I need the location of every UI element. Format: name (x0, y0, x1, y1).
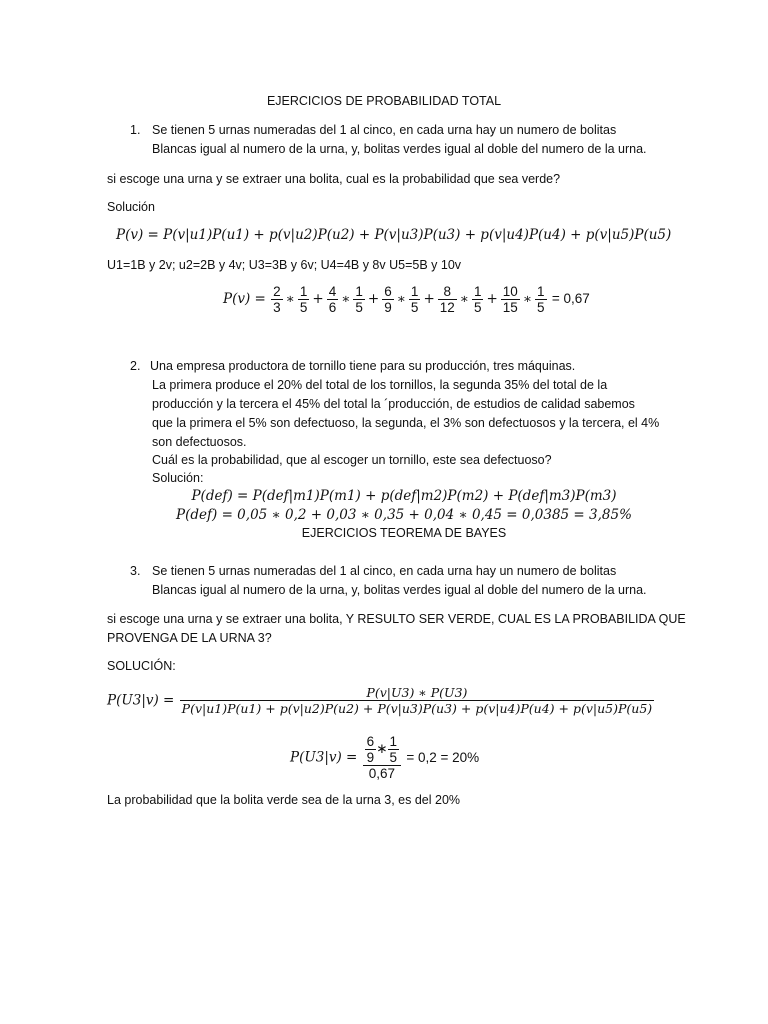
exercise-2-formula-2: P(def) = 0,05 ∗ 0,2 + 0,03 ∗ 0,35 + 0,04 ∗ 0,45 = 0,0385 = 3,85% (176, 507, 632, 523)
exercise-1-formula: P(v) = P(v|u1)P(u1) + p(v|u2)P(u2) + P(v|u3)P(u3) + p(v|u4)P(u4) + p(v|u5)P(u5) (116, 227, 672, 243)
exercise-3-line-2: Blancas igual al numero de la urna, y, bolitas verdes igual al doble del numero de la urna. (152, 583, 647, 597)
bayes-calc-lhs: P(U3|v) = (290, 749, 358, 766)
exercise-2-formula-1: P(def) = P(def|m1)P(m1) + p(def|m2)P(m2) + P(def|m3)P(m3) (191, 488, 617, 504)
fraction: $\frac{2}{3}$ (273, 284, 281, 315)
bayes-calc-result: = 0,2 = 20% (406, 750, 480, 765)
exercise-2-solution-label: Solución: (152, 471, 204, 485)
fraction: $\frac{1}{5}$ (473, 284, 482, 315)
fraction: $\frac{8}{12}$ (439, 284, 455, 315)
exercise-1-line-1: Se tienen 5 urnas numeradas del 1 al cinco, en cada urna hay un numero de bolitas (152, 123, 617, 137)
exercise-3-solution-label: SOLUCIÓN: (107, 659, 176, 673)
fraction: $\frac{10}{15}$ (502, 284, 518, 315)
exercise-2-line: producción y la tercera el 45% del total la ´producción, de estudios de calidad sabemos (152, 397, 635, 411)
exercise-2-line: son defectuosos. (152, 435, 247, 449)
fraction: $\frac{1}{5}$ (299, 284, 308, 315)
exercise-3-number: 3. (130, 564, 141, 578)
fraction: $\frac{4}{6}$ (328, 284, 337, 315)
exercise-2-line: que la primera el 5% son defectuoso, la segunda, el 3% son defectuosos y la tercera, el 4% (152, 416, 660, 430)
fraction: $\frac{1}{5}$ (355, 284, 363, 315)
exercise-1-urns: U1=1B y 2v; u2=2B y 4v; U3=3B y 6v; U4=4B y 8v U5=5B y 10v (107, 258, 462, 272)
exercise-1-question: si escoge una urna y se extraer una bolita, cual es la probabilidad que sea verde? (107, 172, 561, 186)
calc-lhs: P(v) = (223, 291, 266, 307)
exercise-2-number: 2. (130, 359, 141, 373)
fraction: $\frac{1}{5}$ (410, 284, 419, 315)
calc-result: = 0,67 (551, 291, 590, 306)
bayes-fraction (180, 685, 655, 716)
fraction: $\frac{1}{5}$ (537, 284, 545, 315)
exercise-3-question-1: si escoge una urna y se extraer una bolita, Y RESULTO SER VERDE, CUAL ES LA PROBABILIDA QUE (107, 612, 686, 626)
bayes-calculation (290, 734, 479, 781)
bayes-lhs: P(U3|v) = (107, 692, 175, 709)
bayes-numerator: P(v|U3) ∗ P(U3) (180, 685, 655, 701)
exercise-3-conclusion: La probabilidad que la bolita verde sea de la urna 3, es del 20% (107, 793, 461, 807)
bayes-section-title: EJERCICIOS TEOREMA DE BAYES (301, 526, 507, 540)
exercise-1-calculation: P(v) = $\frac{2}{3}$ ∗ $\frac{1}{5}$ + $\frac{4}{6}$ ∗ $\frac{1}{5}$ + $\frac{6}{9}$ ∗ $\frac{1}{5}$ + $\frac{8}{12}$ ∗ $\frac{1}{5}$ + $\frac{10}{15}$ ∗ $\frac{1}{5}$ = 0,67 (223, 284, 590, 315)
exercise-2-line: La primera produce el 20% del total de los tornillos, la segunda 35% del total de la (152, 378, 608, 392)
exercise-2-line: Cuál es la probabilidad, que al escoger un tornillo, este sea defectuoso? (152, 453, 552, 467)
exercise-1-solution-label: Solución (107, 200, 155, 214)
bayes-calc-fraction: $\frac{6}{9}$ ∗ $\frac{1}{5}$ 0,67 (363, 734, 401, 781)
exercise-3-question-2: PROVENGA DE LA URNA 3? (107, 631, 272, 645)
exercise-2-line: Una empresa productora de tornillo tiene para su producción, tres máquinas. (150, 359, 576, 373)
bayes-formula (107, 685, 655, 716)
fraction: $\frac{6}{9}$ (384, 284, 392, 315)
page-title: EJERCICIOS DE PROBABILIDAD TOTAL (266, 94, 502, 108)
exercise-3-line-1: Se tienen 5 urnas numeradas del 1 al cinco, en cada urna hay un numero de bolitas (152, 564, 617, 578)
exercise-1-line-2: Blancas igual al numero de la urna, y, bolitas verdes igual al doble del numero de la urna. (152, 142, 647, 156)
bayes-denominator: P(v|u1)P(u1) + p(v|u2)P(u2) + P(v|u3)P(u3) + p(v|u4)P(u4) + p(v|u5)P(u5) (181, 701, 653, 716)
exercise-1-number: 1. (130, 123, 141, 137)
bayes-calc-denominator: 0,67 (368, 766, 395, 781)
